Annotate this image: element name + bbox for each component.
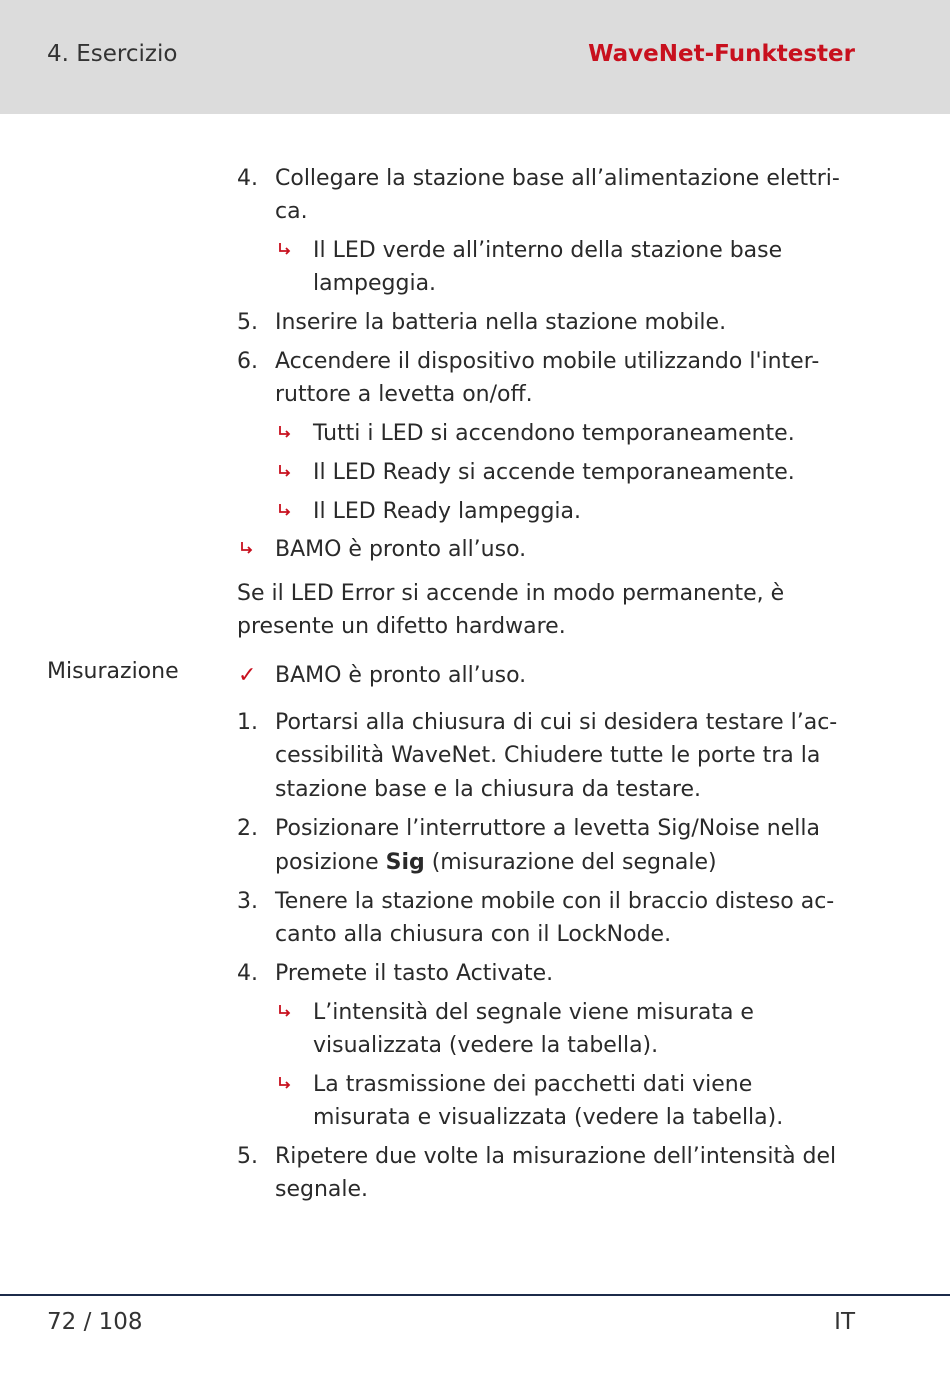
step-text: cessibilità WaveNet. Chiudere tutte le porte tra la bbox=[275, 743, 821, 768]
step-text-with-bold bbox=[275, 846, 717, 879]
step-number: 1. bbox=[237, 710, 258, 735]
page-header bbox=[0, 0, 950, 114]
note-text: Se il LED Error si accende in modo permanente, è bbox=[237, 581, 785, 606]
result-text: Il LED Ready si accende temporaneamente. bbox=[313, 460, 795, 485]
step-number: 5. bbox=[237, 310, 258, 335]
step-text: ca. bbox=[275, 199, 308, 224]
bold-term: Sig bbox=[385, 850, 425, 875]
language-code: IT bbox=[834, 1309, 855, 1335]
result-text: L’intensità del segnale viene misurata e bbox=[313, 1000, 754, 1025]
step-number: 5. bbox=[237, 1144, 258, 1169]
footer-divider bbox=[0, 1294, 950, 1296]
result-arrow-icon bbox=[278, 503, 292, 517]
result-arrow-icon bbox=[278, 425, 292, 439]
prerequisite-text: BAMO è pronto all’uso. bbox=[275, 663, 527, 688]
step-number: 6. bbox=[237, 349, 258, 374]
step-number: 3. bbox=[237, 889, 258, 914]
step-number: 4. bbox=[237, 961, 258, 986]
step-text: Collegare la stazione base all’alimentazione elettri- bbox=[275, 166, 840, 191]
note-text: presente un difetto hardware. bbox=[237, 614, 566, 639]
product-title: WaveNet-Funktester bbox=[588, 41, 855, 67]
text-fragment: (misurazione del segnale) bbox=[424, 850, 717, 875]
step-text: segnale. bbox=[275, 1177, 369, 1202]
result-arrow-icon bbox=[278, 242, 292, 256]
checkmark-icon: ✓ bbox=[238, 663, 257, 688]
step-text: Posizionare l’interruttore a levetta Sig/Noise nella bbox=[275, 816, 820, 841]
section-title: 4. Esercizio bbox=[47, 41, 178, 67]
step-text: Ripetere due volte la misurazione dell’intensità del bbox=[275, 1144, 837, 1169]
result-text: visualizzata (vedere la tabella). bbox=[313, 1033, 659, 1058]
result-arrow-icon bbox=[278, 1004, 292, 1018]
result-text: Il LED verde all’interno della stazione base bbox=[313, 238, 783, 263]
step-number: 2. bbox=[237, 816, 258, 841]
result-text: lampeggia. bbox=[313, 271, 437, 296]
result-arrow-icon bbox=[278, 1076, 292, 1090]
result-text: misurata e visualizzata (vedere la tabella). bbox=[313, 1105, 784, 1130]
result-text: Tutti i LED si accendono temporaneamente. bbox=[313, 421, 795, 446]
step-text: ruttore a levetta on/off. bbox=[275, 382, 533, 407]
step-text: canto alla chiusura con il LockNode. bbox=[275, 922, 672, 947]
section-side-label: Misurazione bbox=[47, 659, 179, 684]
step-number: 4. bbox=[237, 166, 258, 191]
text-fragment: posizione bbox=[275, 850, 386, 875]
step-text: Accendere il dispositivo mobile utilizzando l'inter- bbox=[275, 349, 820, 374]
step-text: Inserire la batteria nella stazione mobile. bbox=[275, 310, 727, 335]
step-text: Premete il tasto Activate. bbox=[275, 961, 554, 986]
result-arrow-icon bbox=[278, 464, 292, 478]
step-text: stazione base e la chiusura da testare. bbox=[275, 777, 701, 802]
result-text: La trasmissione dei pacchetti dati viene bbox=[313, 1072, 753, 1097]
result-text: Il LED Ready lampeggia. bbox=[313, 499, 582, 524]
final-result-text: BAMO è pronto all’uso. bbox=[275, 537, 527, 562]
step-text: Portarsi alla chiusura di cui si desidera testare l’ac- bbox=[275, 710, 838, 735]
page-number: 72 / 108 bbox=[47, 1309, 143, 1335]
step-text: Tenere la stazione mobile con il braccio disteso ac- bbox=[275, 889, 835, 914]
result-arrow-icon bbox=[240, 541, 254, 555]
